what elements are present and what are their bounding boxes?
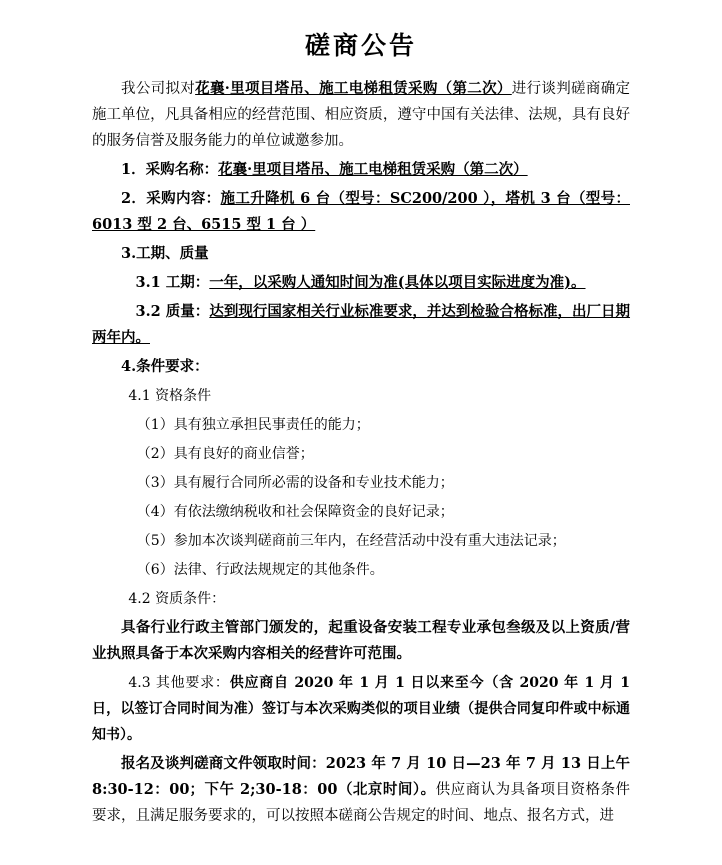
intro-project-name: 花襄·里项目塔吊、施工电梯租赁采购（第二次） — [195, 80, 512, 97]
item-3-2 — [92, 299, 630, 351]
item-3-1-number: 3.1 工期： — [135, 274, 210, 291]
intro-lead: 我公司拟对 — [121, 81, 196, 97]
registration-paragraph — [92, 751, 630, 829]
section-4-3-heading: 4.3 其他要求： — [128, 675, 230, 691]
registration-value: 2023 年 7 月 10 日—23 年 7 月 13 日上午 8:30-12：00；下午 2;30-18：00（北京时间）。 — [92, 755, 630, 798]
qualification-item-2: （2）具有良好的商业信誉； — [136, 446, 314, 462]
page-title: 磋商公告 — [304, 31, 417, 60]
qualification-item-3: （3）具有履行合同所必需的设备和专业技术能力； — [136, 475, 454, 491]
item-3-1 — [92, 270, 630, 296]
intro-tail: 进行谈判磋商确定施工单位，凡具备相应的经营范围、相应资质，遵守中国有关法律、法规，具有良好的服务信誉及服务能力的单位诚邀参加。 — [92, 81, 631, 149]
registration-tail: 供应商认为具备项目资格条件要求，且满足服务要求的，可以按照本磋商公告规定的时间、地点、报名方式，进 — [92, 782, 630, 824]
qualification-item-4: （4）有依法缴纳税收和社会保障资金的良好记录； — [136, 504, 454, 520]
item-3-1-value: 一年，以采购人通知时间为准(具体以项目实际进度为准)。 — [209, 274, 586, 291]
item-1 — [92, 157, 630, 183]
qualification-item-1: （1）具有独立承担民事责任的能力； — [136, 417, 370, 433]
item-2 — [92, 186, 630, 238]
item-2-number: 2．采购内容： — [121, 190, 221, 207]
item-3-2-number: 3.2 质量： — [135, 303, 210, 320]
section-4-2-heading: 4.2 资质条件： — [128, 591, 226, 607]
section-4-3-body: 供应商自 2020 年 1 月 1 日以来至今（含 2020 年 1 月 1 日，以签订合同时间为准）签订与本次采购类似的项目业绩（提供合同复印件或中标通知书）。 — [92, 675, 631, 743]
qualification-item-6: （6）法律、行政法规规定的其他条件。 — [136, 562, 384, 578]
item-1-value: 花襄·里项目塔吊、施工电梯租赁采购（第二次） — [218, 161, 528, 178]
section-4-2-body: 具备行业行政主管部门颁发的，起重设备安装工程专业承包叁级及以上资质/营业执照具备于本次采购内容相关的经营许可范围。 — [92, 619, 630, 662]
item-3 — [92, 241, 630, 267]
condition-heading: 4.条件要求： — [121, 358, 209, 375]
item-2-value: 施工升降机 6 台（型号：SC200/200 ），塔机 3 台（型号：6013 型 2 台、6515 型 1 台 ） — [92, 190, 630, 233]
registration-label: 报名及谈判磋商文件领取时间： — [121, 755, 326, 772]
section-4-1-heading: 4.1 资格条件 — [128, 388, 212, 404]
section-4-3 — [92, 670, 630, 748]
item-3-number: 3.工期、质量 — [121, 245, 209, 262]
item-1-number: 1．采购名称： — [121, 161, 219, 178]
qualification-item-5: （5）参加本次谈判磋商前三年内，在经营活动中没有重大违法记录； — [136, 533, 566, 549]
intro-paragraph — [92, 76, 630, 154]
item-3-2-value: 达到现行国家相关行业标准要求，并达到检验合格标准，出厂日期两年内。 — [92, 303, 631, 346]
